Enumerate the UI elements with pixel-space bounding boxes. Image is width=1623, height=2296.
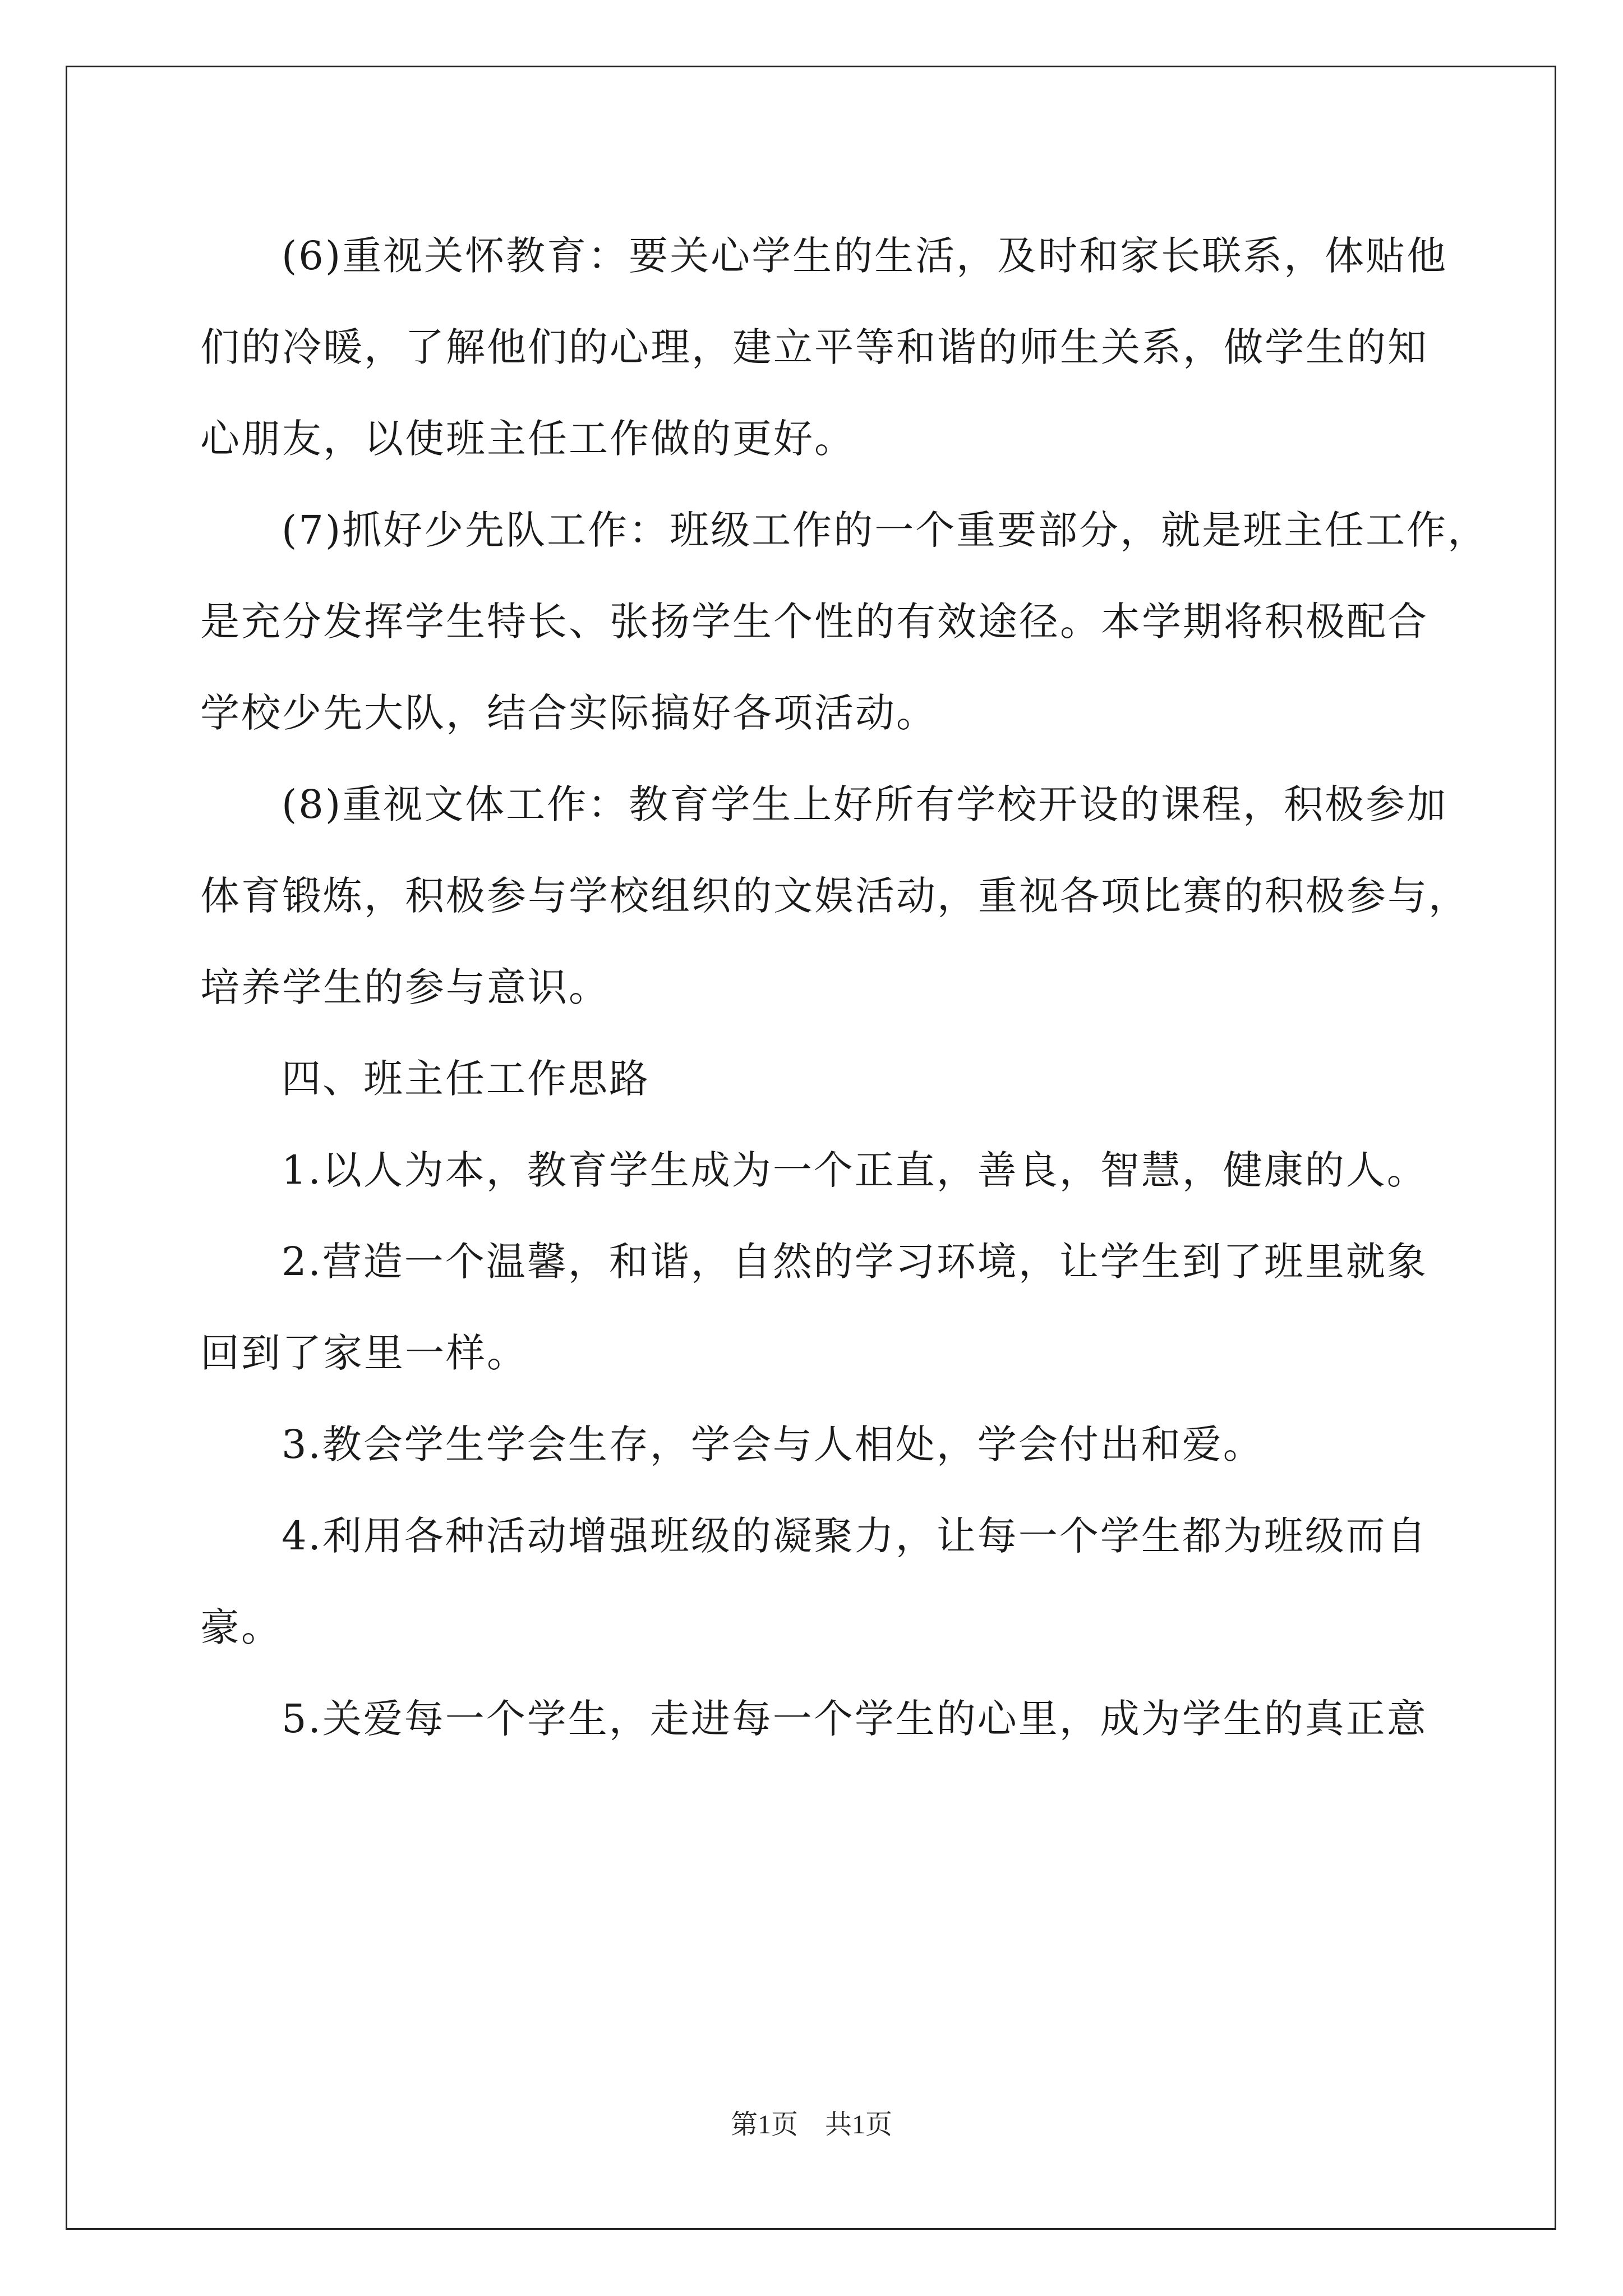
- text-line: 回到了家里一样。: [200, 1330, 528, 1376]
- text-line: 是充分发挥学生特长、张扬学生个性的有效途径。本学期将积极配合: [200, 599, 1428, 645]
- text-line: (6)重视关怀教育：要关心学生的生活，及时和家长联系，体贴他: [282, 233, 1448, 279]
- text-line: 四、班主任工作思路: [282, 1056, 650, 1102]
- text-line: 2.营造一个温馨，和谐，自然的学习环境，让学生到了班里就象: [282, 1239, 1428, 1285]
- text-line: 体育锻炼，积极参与学校组织的文娱活动，重视各项比赛的积极参与，: [200, 873, 1469, 919]
- text-line: 心朋友，以使班主任工作做的更好。: [200, 416, 855, 462]
- text-line: 学校少先大队，结合实际搞好各项活动。: [200, 690, 937, 736]
- text-line: 培养学生的参与意识。: [200, 964, 610, 1010]
- page-footer: [0, 2102, 1623, 2141]
- text-line: 豪。: [200, 1604, 282, 1650]
- text-line: 3.教会学生学会生存，学会与人相处，学会付出和爱。: [282, 1421, 1264, 1467]
- document-body: [200, 210, 1489, 1765]
- text-line: 5.关爱每一个学生，走进每一个学生的心里，成为学生的真正意: [282, 1696, 1428, 1742]
- text-line: (8)重视文体工作：教育学生上好所有学校开设的课程，积极参加: [282, 781, 1448, 827]
- text-line: 们的冷暖，了解他们的心理，建立平等和谐的师生关系，做学生的知: [200, 324, 1428, 370]
- text-line: (7)抓好少先队工作：班级工作的一个重要部分，就是班主任工作，: [282, 507, 1489, 553]
- page-number-label: 第1页 共1页: [730, 2110, 892, 2139]
- text-line: 4.利用各种活动增强班级的凝聚力，让每一个学生都为班级而自: [282, 1513, 1428, 1559]
- text-line: 1.以人为本，教育学生成为一个正直，善良，智慧，健康的人。: [282, 1147, 1428, 1193]
